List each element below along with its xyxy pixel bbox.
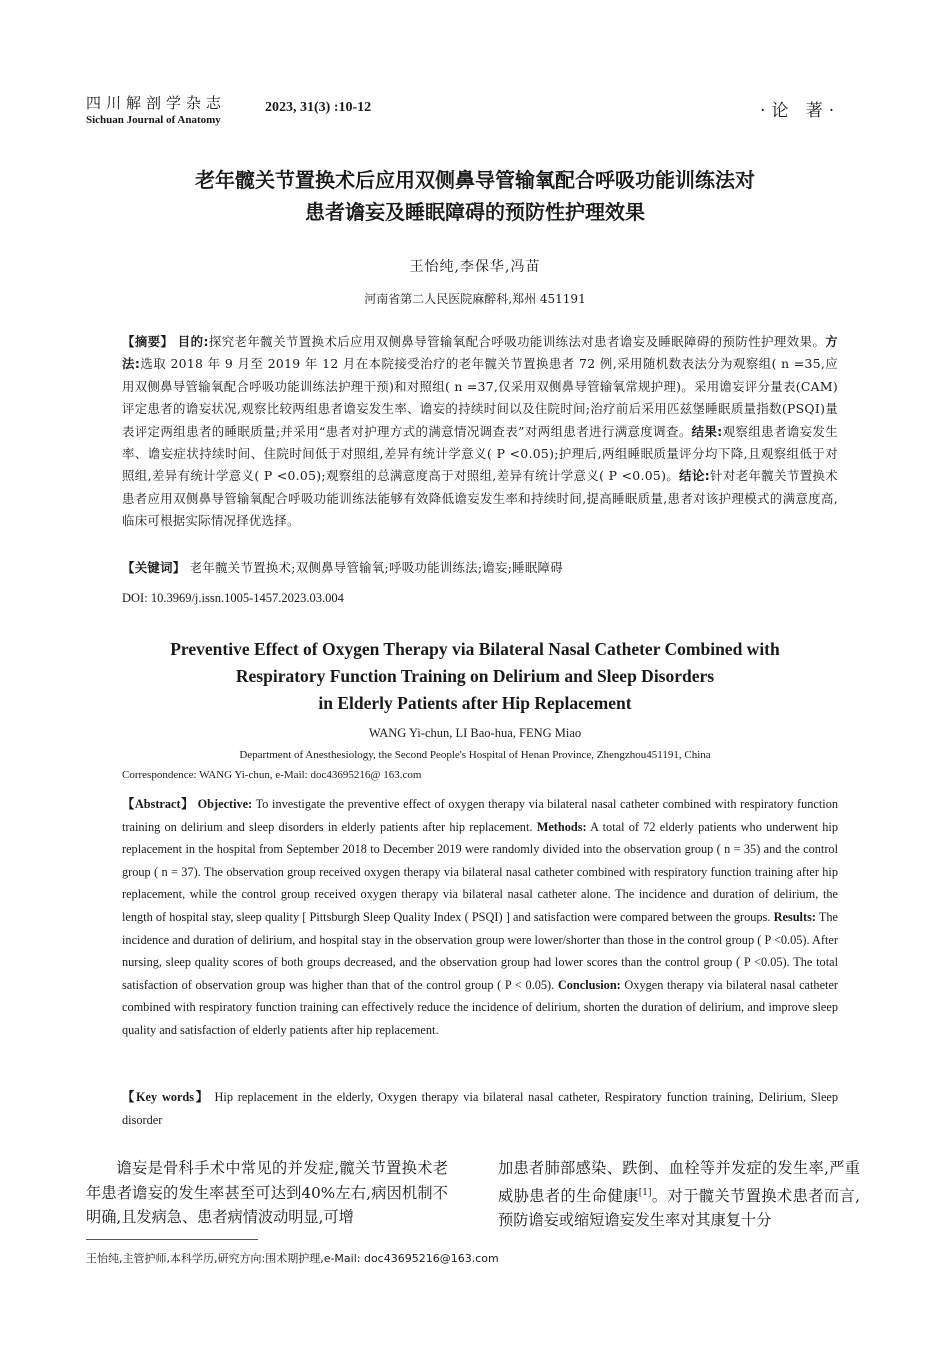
body-right-column: [498, 1156, 860, 1233]
title-en: [60, 636, 890, 717]
results-text-en: The incidence and duration of delirium, and hospital stay in the observation group were lower/shorter than those in the control group ( P <0.05). After nursing, sleep quality scores of both groups decreased, and the observation group had lower scores than the control group ( P <0.05). The total satisfaction of observation group was higher than that of the control group ( P < 0.05).: [122, 909, 838, 992]
authors-cn: 王怡纯,李保华,冯苗: [409, 259, 541, 275]
methods-text-cn: 选取 2018 年 9 月至 2019 年 12 月在本院接受治疗的老年髋关节置换患者 72 例,采用随机数表法分为观察组( n =35,应用双侧鼻导管输氧配合呼吸功能训练法护理干预)和对照组( n =37,仅采用双侧鼻导管输氧常规护理)。采用谵妄评分量表(CAM)评定患者的谵妄状况,观察比较两组患者谵妄发生率、谵妄的持续时间以及住院时间;治疗前后采用匹兹堡睡眠质量指数(PSQI)量表评定两组患者的睡眠质量;并采用“患者对护理方式的满意情况调查表”对两组患者进行满意度调查。: [122, 356, 838, 439]
body-right-text-b: 。对于髋关节置换术患者而言,预防谵妄或缩短谵妄发生率对其康复十分: [498, 1186, 861, 1230]
title-cn-line2: 患者谵妄及睡眠障碍的预防性护理效果: [305, 200, 645, 224]
title-en-line2: Respiratory Function Training on Delirium and Sleep Disorders: [235, 666, 715, 686]
methods-label-en: Methods:: [536, 819, 587, 834]
authors-en: WANG Yi-chun, LI Bao-hua, FENG Miao: [368, 726, 582, 740]
correspondence-en: Correspondence: WANG Yi-chun, e-Mail: doc43695216@ 163.com: [122, 769, 422, 781]
keywords-en: [122, 1086, 838, 1131]
affiliation-cn: 河南省第二人民医院麻醉科,郑州 451191: [364, 292, 586, 306]
objective-label-en: Objective:: [197, 797, 253, 811]
abstract-cn: [122, 331, 838, 533]
reference-marker[interactable]: [1]: [638, 1187, 652, 1198]
conclusion-label-en: Conclusion:: [557, 977, 621, 992]
objective-text-cn: 探究老年髋关节置换术后应用双侧鼻导管输氧配合呼吸功能训练法对患者谵妄及睡眠障碍的预防性护理效果。: [208, 334, 826, 349]
keywords-en-label: 【Key words】: [122, 1090, 210, 1104]
results-label-cn: 结果:: [691, 423, 723, 439]
abstract-en: [122, 793, 838, 1042]
objective-text-en: To investigate the preventive effect of oxygen therapy via bilateral nasal catheter combined with respiratory function training on delirium and sleep disorders in elderly patients after hip replacement.: [122, 797, 839, 834]
objective-label-cn: 目的:: [177, 334, 209, 349]
author-footnote: 王怡纯,主管护师,本科学历,研究方向:围术期护理,e-Mail: doc43695216@163.com: [86, 1252, 499, 1265]
results-text-cn: 观察组患者谵妄发生率、谵妄症状持续时间、住院时间低于对照组,差异有统计学意义( P <0.05);护理后,两组睡眠质量评分均下降,且观察组低于对照组,差异有统计学意义( P <0.05);观察组的总满意度高于对照组,差异有统计学意义( P <0.05)。: [122, 423, 838, 484]
keywords-cn: [122, 557, 838, 579]
keywords-en-text: Hip replacement in the elderly, Oxygen therapy via bilateral nasal catheter, Respiratory function training, Delirium, Sleep disorder: [122, 1090, 839, 1127]
conclusion-label-cn: 结论:: [679, 468, 710, 484]
body-left-column: 谵妄是骨科手术中常见的并发症,髋关节置换术老年患者谵妄的发生率甚至可达到40%左右,病因机制不明确,且发病急、患者病情波动明显,可增: [86, 1159, 448, 1226]
footnote-divider: [86, 1239, 258, 1240]
methods-text-en: A total of 72 elderly patients who underwent hip replacement in the hospital from September 2018 to December 2019 were randomly divided into the observation group ( n = 35) and the control group ( n = 37). The observation group received oxygen therapy via bilateral nasal catheter combined with respiratory function training after hip replacement, while the control group received oxygen therapy via bilateral nasal catheter alone. The incidence and duration of delirium, the length of hospital stay, sleep quality [ Pittsburgh Sleep Quality Index ( PSQI) ] and satisfaction were compared between the groups.: [122, 819, 838, 924]
journal-name-en: Sichuan Journal of Anatomy: [86, 114, 221, 126]
conclusion-text-en: Oxygen therapy via bilateral nasal catheter combined with respiratory function training can effectively reduce the incidence of delirium, shorten the duration of delirium, and improve sleep quality and satisfaction of elderly patients after hip replacement.: [122, 977, 838, 1037]
methods-label-cn: 方法:: [122, 334, 838, 372]
abstract-cn-label: 【摘要】: [122, 334, 174, 349]
abstract-en-label: 【Abstract】: [122, 797, 194, 811]
journal-name-cn: 四川解剖学杂志: [86, 94, 227, 112]
issue-info: 2023, 31(3) :10-12: [265, 100, 372, 115]
keywords-cn-label: 【关键词】: [122, 560, 186, 575]
results-label-en: Results:: [773, 909, 816, 924]
title-en-line1: Preventive Effect of Oxygen Therapy via Bilateral Nasal Catheter Combined with: [170, 639, 780, 659]
doi: DOI: 10.3969/j.issn.1005-1457.2023.03.004: [122, 591, 344, 605]
title-en-line3: in Elderly Patients after Hip Replacement: [318, 693, 632, 713]
title-cn-line1: 老年髋关节置换术后应用双侧鼻导管输氧配合呼吸功能训练法对: [195, 168, 755, 192]
department-en: Department of Anesthesiology, the Second People's Hospital of Henan Province, Zhengzhou451191, China: [239, 749, 711, 761]
conclusion-text-cn: 针对老年髋关节置换术患者应用双侧鼻导管输氧配合呼吸功能训练法能够有效降低谵妄发生率和持续时间,提高睡眠质量,患者对该护理模式的满意度高,临床可根据实际情况择优选择。: [122, 468, 838, 529]
keywords-cn-text: 老年髋关节置换术;双侧鼻导管输氧;呼吸功能训练法;谵妄;睡眠障碍: [189, 560, 563, 575]
body-right-text-a: 加患者肺部感染、跌倒、血栓等并发症的发生率,严重威胁患者的生命健康: [498, 1159, 860, 1205]
section-tag: ·论 著·: [760, 101, 841, 121]
